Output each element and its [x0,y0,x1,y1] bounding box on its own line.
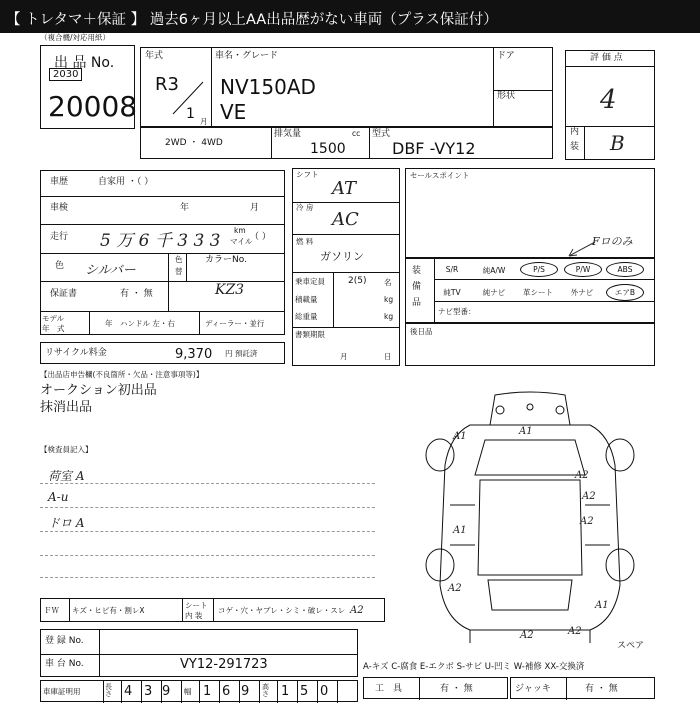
inspector-rule-2 [40,507,375,508]
inspector-rule-5 [40,577,375,578]
height-digit-3: 0 [320,684,329,699]
length-label: 長さ [105,683,112,698]
damage-mark-4: A2 [582,491,596,502]
fuel-label: 燃 料 [296,237,314,246]
equipment-item-r1-2: 純A/W [482,266,506,275]
capacity-value: 2(5) [348,276,367,286]
length-digit-1: 4 [124,684,133,699]
damage-mark-11: A1 [595,600,609,611]
load-label: 積載量 [295,295,318,304]
displacement-label: 排気量 [274,129,302,139]
sales-point-note: Fロのみ [592,235,633,248]
damage-mark-1: A1 [453,431,467,442]
capacity-unit: 名 [384,278,392,287]
damage-mark-6: A2 [448,583,462,594]
year-value: R3 [155,74,179,95]
inspection-label: 車検 [50,203,69,213]
recycle-unit: 円 預託済 [225,349,258,358]
model-year-label-2: 年 式 [42,324,65,333]
shape-label: 形状 [497,91,516,101]
damage-mark-8: A2 [520,630,534,641]
navi-label: ナビ型番： [438,307,476,316]
equipment-item-r1-5: ABS [606,262,644,277]
ac-value: AC [332,209,359,230]
equipment-item-r2-5: エアB [606,284,644,301]
height-label: 高さ [262,683,269,698]
model-label: 車名・グレード [215,51,279,61]
handle-label: ハンドル 左・右 [120,319,175,328]
damage-mark-2: A1 [519,426,533,437]
length-digit-3: 9 [162,684,171,699]
equipment-item-r2-2: 純ナビ [482,288,506,297]
equipment-item-r1-3: P/S [520,262,558,277]
equipment-item-r1-1: S/R [445,265,459,274]
inspector-label: 【検査員記入】 [40,445,93,454]
docs-label: 書類期限 [295,330,325,339]
mileage-paren: （ ） [250,232,271,242]
sales-point-arrow [565,238,600,260]
damage-mark-7: A2 [350,605,364,616]
lot-box [40,45,138,129]
seat-label-2: 内 装 [185,611,203,620]
weight-label: 総重量 [295,312,318,321]
width-digit-1: 1 [203,684,212,699]
equipment-item-r2-1: 純TV [443,288,461,297]
type-value: DBF -VY12 [392,139,476,158]
type-label: 型式 [372,129,391,139]
model-year-label-1: モデル [42,314,65,323]
mileage-unit-km: km [234,226,246,235]
door-label: ドア [497,51,515,61]
reg-label: 登 録 No. [45,636,84,646]
car-diagram [410,385,650,645]
docs-day: 日 [384,352,392,361]
displacement-value: 1500 [310,141,346,157]
ac-label: 冷 房 [296,203,314,212]
seat-label-1: シート [185,601,208,610]
notes-line-2: 抹消出品 [40,400,93,415]
usage-label: 車歴 [50,177,69,187]
shift-label: シフト [296,170,319,179]
width-digit-3: 9 [241,684,250,699]
inspection-month: 月 [250,203,260,213]
width-label: 幅 [184,687,192,696]
interior-value: B [610,131,625,155]
later-items-box [405,323,655,366]
capacity-label: 乗車定員 [295,277,325,286]
length-digit-2: 3 [144,684,153,699]
notes-label: 【出品店申告欄(不良箇所・欠品・注意事項等)】 [40,370,204,379]
lot-number: 20008 [48,90,138,123]
width-digit-2: 6 [222,684,231,699]
equipment-label-3: 品 [412,298,422,308]
score-value: 4 [600,85,617,115]
inspection-year: 年 [180,203,190,213]
top-banner [0,0,700,33]
fw-label: ＦＷ [44,606,59,615]
grade: VE [220,100,247,124]
recycle-value: 9,370 [175,347,213,362]
mileage-unit-mile: マイル [230,237,253,246]
inspector-rule-3 [40,531,375,532]
color-value: シルバー [85,263,136,278]
usage-value: 自家用 ・（ ） [98,177,154,187]
inspector-rule-4 [40,555,375,556]
inspector-line-2: A-u [48,490,69,504]
spare-label: スペア [617,641,645,651]
equipment-item-r2-4: 外ナビ [570,288,594,297]
model-year-unit: 年 [105,319,113,328]
dealer-label: ディーラー・並行 [205,319,265,328]
equipment-label-1: 装 [412,266,422,276]
legend-text: A-キズ C-腐食 E-エクボ S-サビ U-凹ミ W-補修 XX-交換済 [363,662,585,672]
tool-label: 工 具 [375,684,403,694]
weight-unit: kg [384,312,394,321]
color-label: 色 [55,261,65,271]
damage-mark-10: A2 [575,470,589,481]
color-change-1: 色 [175,255,183,264]
equipment-item-r2-3: 革シート [523,288,553,297]
fw-items-2: コゲ・穴・ヤブレ・シミ・破レ・スレ [218,606,346,615]
interior-label-2: 装 [570,142,580,152]
subtitle: （複合機/対応用紙） [40,33,111,42]
tool-value: 有 ・ 無 [440,684,473,694]
later-items-label: 後日品 [410,327,433,336]
fuel-value: ガソリン [320,250,364,263]
mileage-hand: 5 万 6 千 3 3 3 [100,231,221,251]
inspector-rule-1 [40,483,375,484]
displacement-unit: cc [352,129,361,138]
equipment-label-2: 備 [412,282,422,292]
warranty-label: 保証書 [50,289,78,299]
damage-mark-5: A2 [580,516,594,527]
height-digit-1: 1 [281,684,290,699]
load-unit: kg [384,295,394,304]
color-no-value: KZ3 [215,282,245,298]
cert-row [40,680,358,702]
mileage-label: 走行 [50,232,69,242]
shift-value: AT [332,178,357,199]
inspector-line-1: 荷室 A [48,469,85,483]
drive-value: 2WD ・ 4WD [165,138,223,148]
notes-line-1: オークション初出品 [40,383,157,398]
docs-unit: 月 [340,352,348,361]
jack-value: 有 ・ 無 [585,684,618,694]
color-change-2: 替 [175,267,183,276]
interior-label-1: 内 [570,127,580,137]
lot-code: 2030 [49,68,82,81]
warranty-value: 有 ・ 無 [120,289,153,299]
damage-mark-9: A2 [568,626,582,637]
lot-label: 出 品 No. [54,55,115,71]
banner-text: 【 トレタマ＋保証 】 過去6ヶ月以上AA出品歴がない車両（プラス保証付） [6,12,498,28]
history-table [40,170,285,335]
month-value: 1 [186,106,195,122]
recycle-label: リサイクル料金 [45,348,107,358]
jack-label: ジャッキ [515,684,551,694]
chassis-label: 車 台 No. [45,659,84,669]
cert-label: 車庫証明用 [43,687,81,696]
month-unit: 月 [200,117,208,126]
model-name: NV150AD [220,75,316,99]
equipment-item-r1-4: P/W [564,262,602,277]
sales-point-label: セールスポイント [410,171,470,180]
height-digit-2: 5 [300,684,309,699]
chassis-value: VY12-291723 [180,657,268,672]
color-no-label: カラーNo. [205,255,247,265]
score-label: 評 価 点 [590,53,623,63]
fw-items: キズ・ヒビ有・割レX [72,606,145,615]
damage-mark-3: A1 [453,525,467,536]
inspector-line-3: ドロ A [48,516,85,530]
year-label: 年式 [145,51,164,61]
